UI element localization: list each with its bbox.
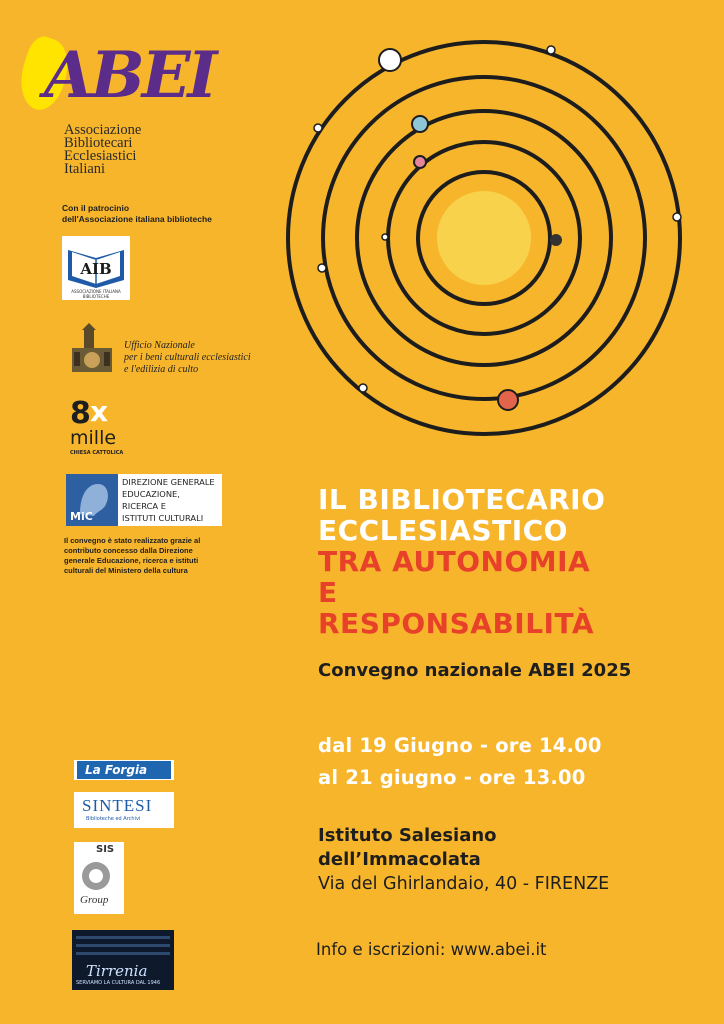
ufficio-line: Ufficio Nazionale	[124, 340, 195, 351]
mic-note-line: generale Educazione, ricerca e istituti	[64, 556, 199, 565]
ufficio-line: e l'edilizia di culto	[124, 364, 199, 375]
sun-icon	[437, 191, 531, 285]
abei-logo-word: ABEI	[44, 38, 215, 113]
title-line: TRA AUTONOMIA	[318, 545, 591, 578]
mic-line: RICERCA E	[122, 501, 166, 511]
abei-name-line: Ecclesiastici	[64, 148, 137, 164]
date-start: dal 19 Giugno - ore 14.00	[318, 734, 602, 757]
event-dates	[318, 730, 602, 794]
event-name: Convegno nazionale ABEI 2025	[318, 660, 632, 681]
venue-name: Istituto Salesiano	[318, 825, 497, 846]
church-emblem-icon	[64, 322, 120, 378]
mic-text	[122, 476, 215, 524]
otto-mille-word: mille	[70, 427, 117, 449]
mic-line: ISTITUTI CULTURALI	[122, 513, 204, 523]
otto-x: x	[90, 395, 109, 428]
abei-name-line: Bibliotecari	[64, 135, 133, 151]
abei-name-line: Associazione	[64, 122, 142, 138]
ufficio-text	[124, 340, 251, 376]
info-registration: Info e iscrizioni: www.abei.it	[316, 940, 547, 959]
event-venue	[318, 824, 609, 894]
patronage-line: dell'Associazione italiana biblioteche	[62, 214, 212, 224]
tirrenia-logo	[72, 930, 174, 990]
abei-full-name	[64, 124, 141, 176]
mic-line: DIREZIONE GENERALE	[122, 477, 215, 487]
title-line: RESPONSABILITÀ	[318, 607, 595, 640]
patronage-line: Con il patrocinio	[62, 203, 130, 213]
laforgia-text: La Forgia	[77, 761, 171, 779]
ufficio-line: per i beni culturali ecclesiastici	[124, 352, 251, 363]
mic-logo	[66, 474, 222, 526]
tirrenia-text: Tirrenia	[86, 962, 148, 980]
sis-text: SIS	[96, 844, 115, 855]
date-end: al 21 giugno - ore 13.00	[318, 766, 586, 789]
abei-name-line: Italiani	[64, 161, 106, 177]
aib-logo	[62, 236, 130, 300]
title-line: ECCLESIASTICO	[318, 514, 568, 547]
mic-badge	[66, 474, 118, 526]
mic-note-line: Il convegno è stato realizzato grazie al	[64, 536, 201, 545]
mic-badge-text: MiC	[70, 510, 93, 523]
otto-caption: CHIESA CATTOLICA	[70, 450, 124, 456]
venue-address: Via del Ghirlandaio, 40 - FIRENZE	[318, 874, 610, 894]
mic-line: EDUCAZIONE,	[122, 489, 180, 499]
mic-note-line: culturali del Ministero della cultura	[64, 566, 188, 575]
title-line: E	[318, 576, 338, 609]
otto-per-mille-logo	[70, 395, 140, 460]
aib-logo-subtext: ASSOCIAZIONE ITALIANA BIBLIOTECHE	[71, 289, 121, 299]
patronage-text	[62, 203, 212, 225]
event-title	[318, 484, 605, 639]
tirrenia-subtext: SERVIAMO LA CULTURA DAL 1946	[76, 980, 161, 986]
aib-logo-text: AIB	[80, 260, 112, 278]
laforgia-logo	[74, 760, 174, 780]
mic-note	[64, 536, 200, 576]
sintesi-text: SINTESI	[82, 796, 153, 815]
ufficio-emblem	[64, 322, 120, 378]
venue-name: dell’Immacolata	[318, 849, 481, 870]
orbit-illustration	[270, 30, 710, 450]
otto-number: 8	[70, 396, 91, 431]
mic-note-line: contributo concesso dalla Direzione	[64, 546, 193, 555]
title-line: IL BIBLIOTECARIO	[318, 483, 606, 516]
abei-logo	[18, 30, 215, 180]
sis-group-logo	[74, 842, 124, 914]
sintesi-logo	[74, 792, 174, 828]
sis-group-text: Group	[80, 894, 109, 906]
sintesi-subtext: Biblioteche ed Archivi	[86, 816, 141, 822]
